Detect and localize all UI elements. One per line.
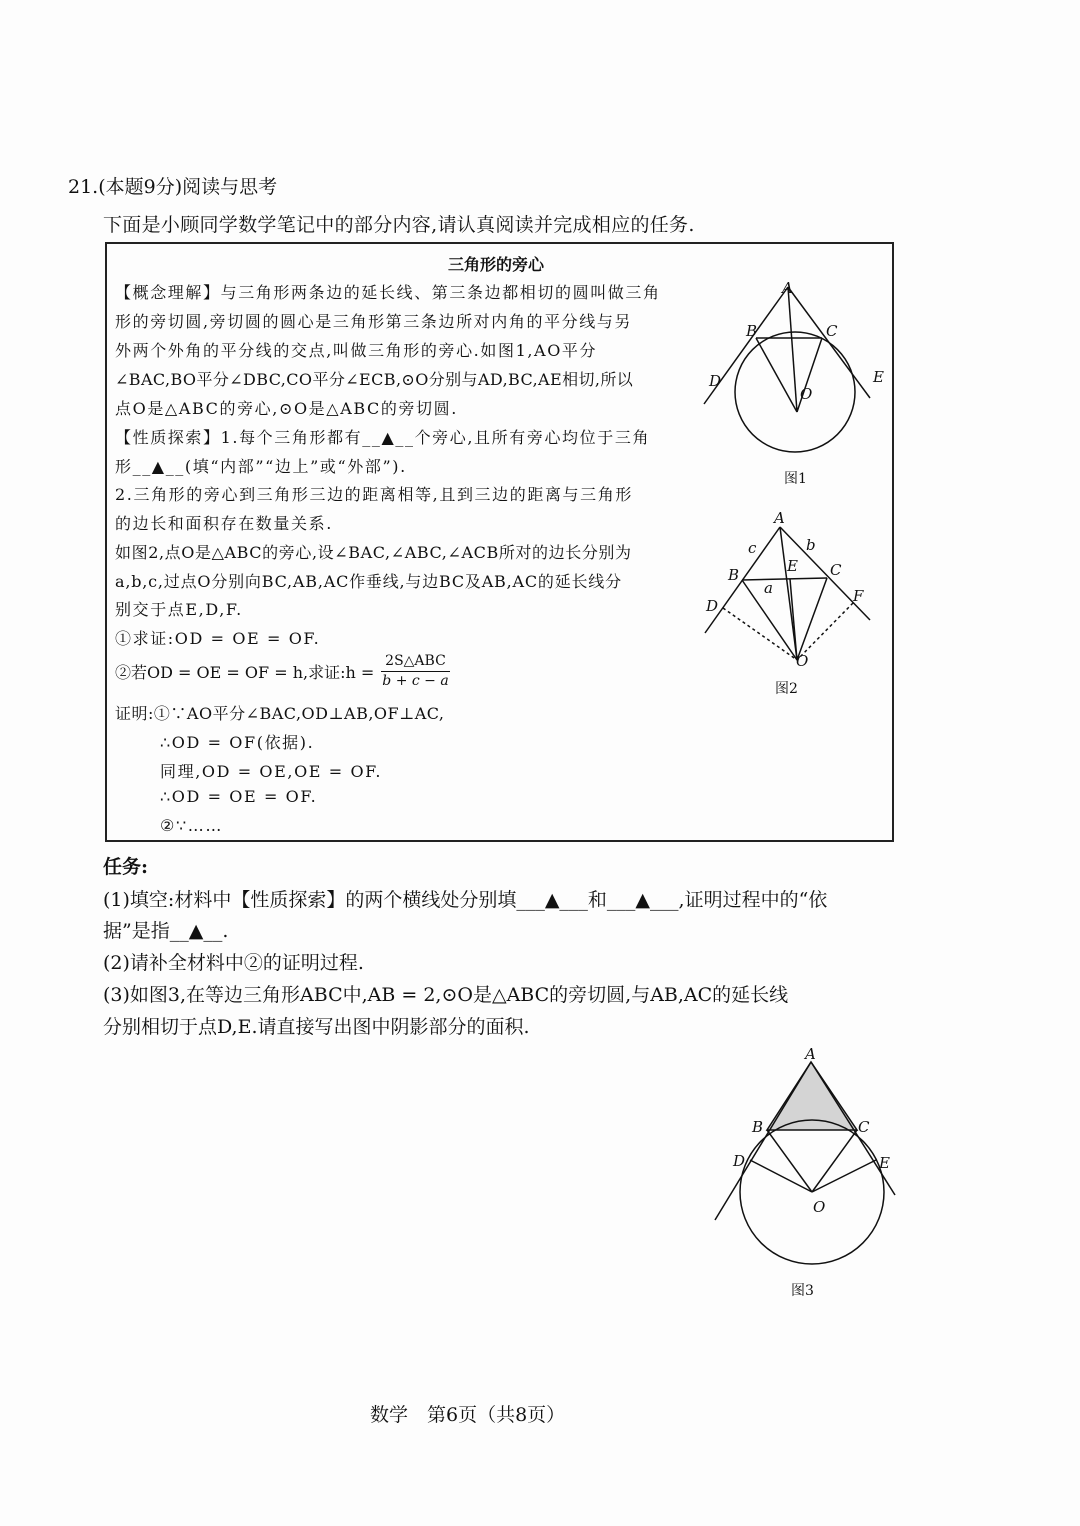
box-line: 形的旁切圆,旁切圆的圆心是三角形第三条边所对内角的平分线与另	[115, 312, 633, 331]
proof-line: 证明:①∵AO平分∠BAC,OD⊥AB,OF⊥AC,	[115, 704, 445, 723]
question-intro: 下面是小顾同学数学笔记中的部分内容,请认真阅读并完成相应的任务.	[103, 214, 695, 236]
box-line: ∠BAC,BO平分∠DBC,CO平分∠ECB,⊙O分别与AD,BC,AE相切,所以	[115, 370, 634, 389]
fig3-label-e: E	[879, 1154, 890, 1172]
fig2-label-e: E	[787, 557, 798, 575]
box-line: ①求证:OD = OE = OF.	[115, 629, 321, 648]
fraction-numerator: 2S△ABC	[381, 652, 450, 672]
tasks-title: 任务:	[103, 856, 149, 878]
proof-line: 同理,OD = OE,OE = OF.	[160, 762, 383, 781]
fig1-label-e: E	[873, 368, 884, 386]
proof-line: ∴OD = OE = OF.	[160, 787, 318, 806]
fig3-label-d: D	[733, 1152, 746, 1170]
fig3-label-a: A	[805, 1045, 816, 1063]
fig1-label-a: A	[782, 279, 793, 297]
fig1-label-d: D	[709, 372, 722, 390]
fig2-caption: 图2	[775, 681, 798, 697]
fig2-label-f: F	[853, 587, 864, 605]
fig1-label-c: C	[826, 322, 838, 340]
box-line: 的边长和面积存在数量关系.	[115, 514, 333, 533]
box-line: 形__▲__(填“内部”“边上”或“外部”).	[115, 457, 407, 476]
q2-statement: ②若OD = OE = OF = h,求证:h =	[115, 663, 375, 682]
fig2-label-d: D	[706, 597, 719, 615]
task-line: 分别相切于点D,E.请直接写出图中阴影部分的面积.	[103, 1016, 530, 1038]
fig2-label-o: O	[796, 652, 809, 670]
fig2-label-side-b: b	[806, 536, 816, 554]
fig1-label-o: O	[800, 385, 813, 403]
box-line: 【性质探索】1.每个三角形都有__▲__个旁心,且所有旁心均位于三角	[115, 428, 651, 447]
page-footer: 数学 第6页（共8页）	[370, 1404, 566, 1426]
fig2-label-c: C	[830, 561, 842, 579]
task-line: 据”是指__▲__.	[103, 920, 229, 942]
box-line: 如图2,点O是△ABC的旁心,设∠BAC,∠ABC,∠ACB所对的边长分别为	[115, 543, 632, 562]
figure-2	[705, 527, 870, 660]
question-meta: (本题9分)阅读与思考	[98, 176, 278, 198]
fig3-label-o: O	[813, 1198, 826, 1216]
box-title: 三角形的旁心	[448, 255, 545, 274]
figure-1	[704, 287, 870, 452]
fraction-denominator: b + c − a	[382, 673, 449, 689]
fig3-caption: 图3	[791, 1283, 814, 1299]
box-line: 2.三角形的旁心到三角形三边的距离相等,且到三边的距离与三角形	[115, 485, 633, 504]
proof-line: ②∵……	[160, 816, 223, 835]
box-line: 外两个外角的平分线的交点,叫做三角形的旁心.如图1,AO平分	[115, 341, 598, 360]
box-line: 别交于点E,D,F.	[115, 600, 243, 619]
fig2-label-side-a: a	[764, 579, 773, 597]
fig3-label-b: B	[752, 1118, 764, 1136]
box-line: 【概念理解】与三角形两条边的延长线、第三条边都相切的圆叫做三角	[115, 283, 661, 302]
fig3-label-c: C	[858, 1118, 870, 1136]
box-line: a,b,c,过点O分别向BC,AB,AC作垂线,与边BC及AB,AC的延长线分	[115, 572, 622, 591]
fig1-label-b: B	[746, 322, 758, 340]
fig1-caption: 图1	[784, 471, 807, 487]
fig2-label-b: B	[728, 566, 740, 584]
box-line: 点O是△ABC的旁心,⊙O是△ABC的旁切圆.	[115, 399, 458, 418]
proof-line: ∴OD = OF(依据).	[160, 733, 315, 752]
fig2-label-a: A	[774, 509, 785, 527]
fig2-label-side-c: c	[748, 539, 757, 557]
task-line: (3)如图3,在等边三角形ABC中,AB = 2,⊙O是△ABC的旁切圆,与AB,AC的延长线	[103, 984, 789, 1006]
task-line: (2)请补全材料中②的证明过程.	[103, 952, 364, 974]
question-number: 21.	[68, 176, 99, 198]
task-line: (1)填空:材料中【性质探索】的两个横线处分别填___▲___和___▲___,证明过程中的“依	[103, 889, 828, 911]
